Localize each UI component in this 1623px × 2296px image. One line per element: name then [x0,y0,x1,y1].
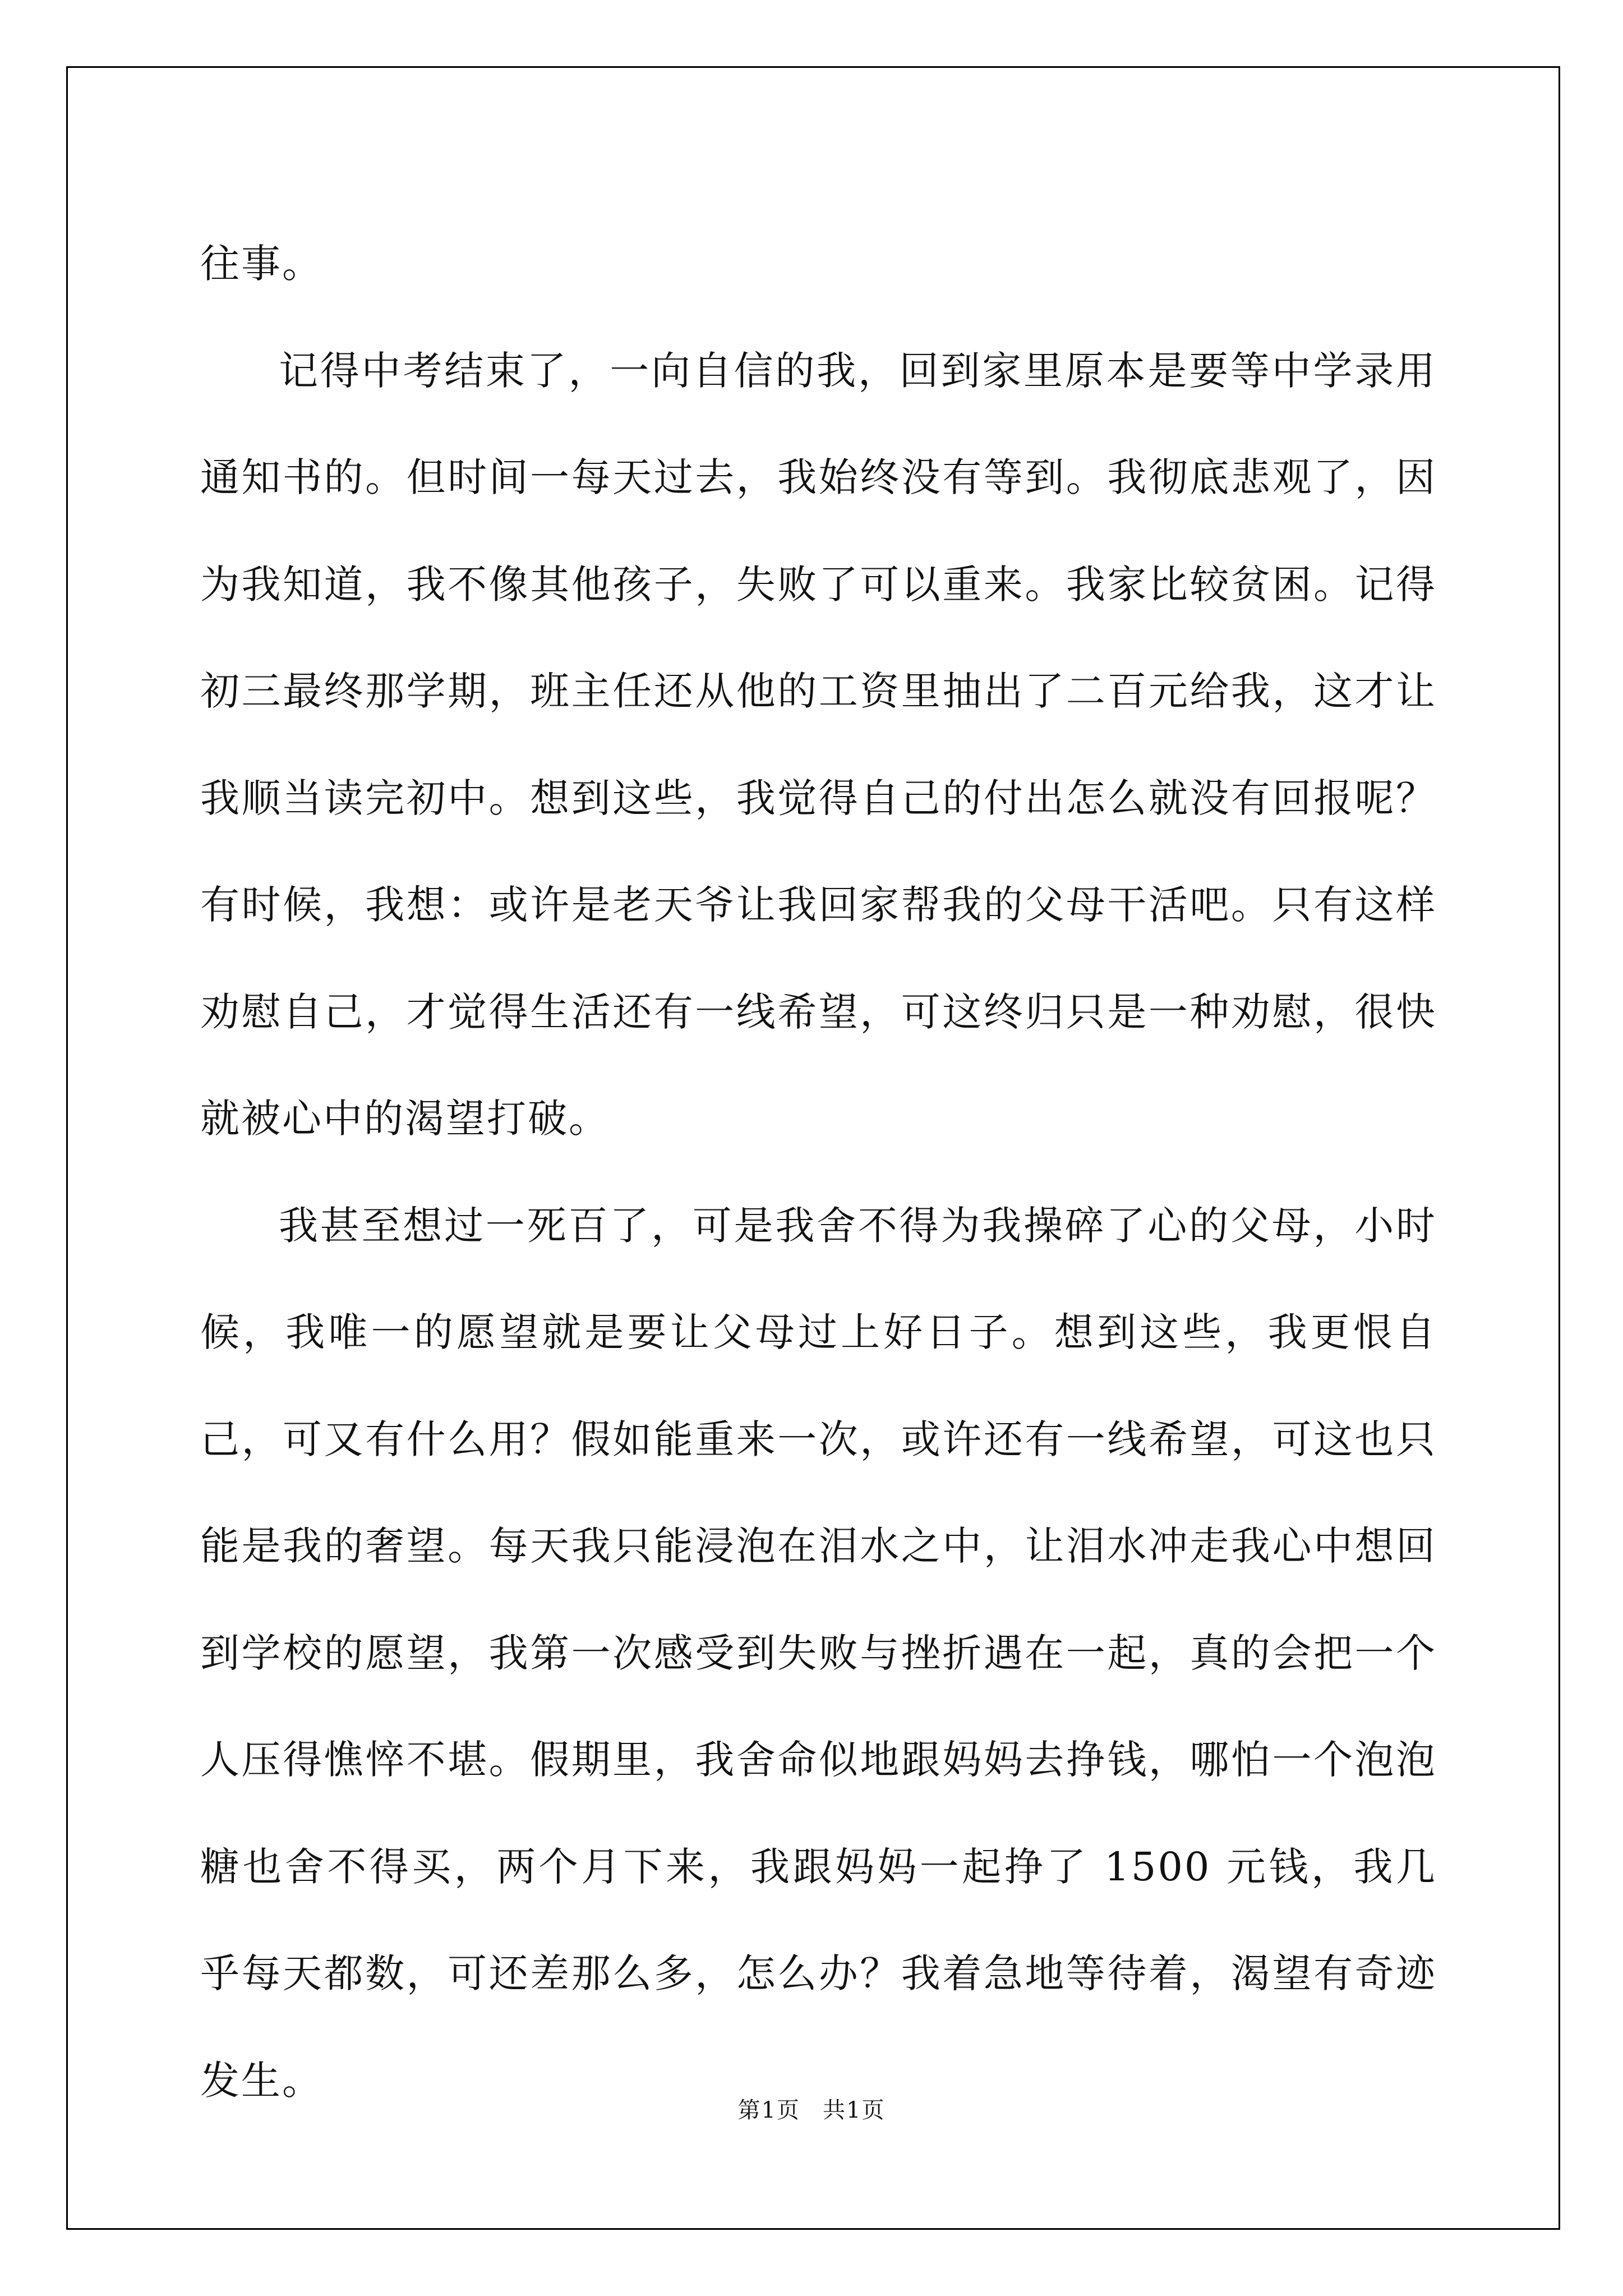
page-footer [0,2092,1623,2124]
paragraph-3: 我甚至想过一死百了，可是我舍不得为我操碎了心的父母，小时候，我唯一的愿望就是要让父母过上好日子。想到这些，我更恨自己，可又有什么用？假如能重来一次，或许还有一线希望，可这也只能是我的奢望。每天我只能浸泡在泪水之中，让泪水冲走我心中想回到学校的愿望，我第一次感受到失败与挫折遇在一起，真的会把一个人压得憔悴不堪。假期里，我舍命似地跟妈妈去挣钱，哪怕一个泡泡糖也舍不得买，两个月下来，我跟妈妈一起挣了 1500 元钱，我几乎每天都数，可还差那么多，怎么办？我着急地等待着，渴望有奇迹发生。 [200,1202,1437,2104]
page-number: 第1页 [737,2097,800,2123]
paragraph-1: 往事。 [200,241,323,287]
document-body [200,210,1437,2134]
paragraph-2: 记得中考结束了，一向自信的我，回到家里原本是要等中学录用通知书的。但时间一每天过去，我始终没有等到。我彻底悲观了，因为我知道，我不像其他孩子，失败了可以重来。我家比较贫困。记得初三最终那学期，班主任还从他的工资里抽出了二百元给我，这才让我顺当读完初中。想到这些，我觉得自己的付出怎么就没有回报呢？有时候，我想：或许是老天爷让我回家帮我的父母干活吧。只有这样劝慰自己，才觉得生活还有一线希望，可这终归只是一种劝慰，很快就被心中的渴望打破。 [200,347,1437,1142]
page-total: 共1页 [823,2097,886,2123]
